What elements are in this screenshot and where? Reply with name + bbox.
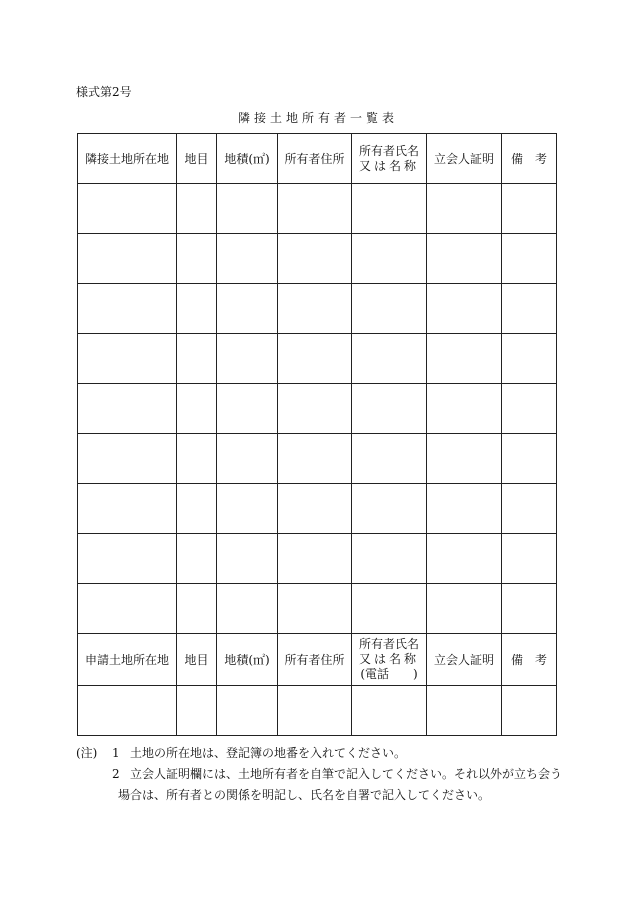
- adjacent-witness-cell[interactable]: [427, 434, 502, 484]
- adjacent-witness-cell[interactable]: [427, 584, 502, 634]
- header-applicant-owner-name-line2: 又は名称: [358, 652, 419, 666]
- notes: [76, 743, 566, 806]
- adjacent-location-cell[interactable]: [78, 284, 177, 334]
- adjacent-row: [78, 384, 557, 434]
- adjacent-owner-name-cell[interactable]: [352, 434, 427, 484]
- adjacent-location-cell[interactable]: [78, 434, 177, 484]
- header-applicant-land-category: 地目: [177, 634, 217, 686]
- adjacent-area-cell[interactable]: [217, 384, 278, 434]
- adjacent-owner-address-cell[interactable]: [278, 434, 352, 484]
- header-applicant-phone: (電話 ): [360, 667, 418, 681]
- adjacent-location-cell[interactable]: [78, 184, 177, 234]
- adjacent-owner-name-cell[interactable]: [352, 584, 427, 634]
- adjacent-area-cell[interactable]: [217, 284, 278, 334]
- document-title: 隣接土地所有者一覧表: [237, 111, 398, 125]
- adjacent-row: [78, 584, 557, 634]
- adjacent-location-cell[interactable]: [78, 334, 177, 384]
- adjacent-row: [78, 284, 557, 334]
- applicant-area-cell[interactable]: [217, 686, 278, 736]
- note-text: 土地の所在地は、登記簿の地番を入れてください。: [130, 746, 407, 760]
- note-continuation-text: 場合は、所有者との関係を明記し、氏名を自署で記入してください。: [118, 788, 491, 802]
- header-applicant-witness: 立会人証明: [427, 634, 502, 686]
- adjacent-row: [78, 484, 557, 534]
- note-number: 2: [112, 767, 120, 781]
- applicant-header-row: [78, 634, 557, 686]
- header-owner-name-line2: 又は名称: [358, 158, 419, 173]
- adjacent-owner-name-cell[interactable]: [352, 334, 427, 384]
- adjacent-remarks-cell[interactable]: [502, 484, 557, 534]
- adjacent-land-category-cell[interactable]: [177, 384, 217, 434]
- adjacent-remarks-cell[interactable]: [502, 534, 557, 584]
- adjacent-remarks-cell[interactable]: [502, 384, 557, 434]
- adjacent-owner-name-cell[interactable]: [352, 284, 427, 334]
- adjacent-witness-cell[interactable]: [427, 484, 502, 534]
- applicant-remarks-cell[interactable]: [502, 686, 557, 736]
- applicant-row: [78, 686, 557, 736]
- notes-label: (注): [76, 746, 98, 760]
- adjacent-land-category-cell[interactable]: [177, 334, 217, 384]
- adjacent-area-cell[interactable]: [217, 584, 278, 634]
- adjacent-owner-address-cell[interactable]: [278, 534, 352, 584]
- adjacent-owners-table: [77, 133, 557, 736]
- adjacent-witness-cell[interactable]: [427, 184, 502, 234]
- adjacent-owner-address-cell[interactable]: [278, 234, 352, 284]
- adjacent-row: [78, 534, 557, 584]
- note-text: 立会人証明欄には、土地所有者を自筆で記入してください。それ以外が立ち会う: [130, 767, 563, 781]
- header-remarks: 備 考: [502, 134, 557, 184]
- adjacent-area-cell[interactable]: [217, 234, 278, 284]
- adjacent-witness-cell[interactable]: [427, 534, 502, 584]
- adjacent-area-cell[interactable]: [217, 484, 278, 534]
- applicant-location-cell[interactable]: [78, 686, 177, 736]
- adjacent-owner-address-cell[interactable]: [278, 584, 352, 634]
- adjacent-location-cell[interactable]: [78, 384, 177, 434]
- adjacent-owner-address-cell[interactable]: [278, 284, 352, 334]
- header-witness: 立会人証明: [427, 134, 502, 184]
- header-owner-address: 所有者住所: [278, 134, 352, 184]
- adjacent-owner-address-cell[interactable]: [278, 484, 352, 534]
- note-1: [76, 743, 566, 764]
- adjacent-owner-address-cell[interactable]: [278, 334, 352, 384]
- adjacent-land-category-cell[interactable]: [177, 484, 217, 534]
- form-number: 様式第2号: [76, 85, 132, 99]
- applicant-land-category-cell[interactable]: [177, 686, 217, 736]
- header-adjacent-location: 隣接土地所在地: [78, 134, 177, 184]
- adjacent-owner-name-cell[interactable]: [352, 384, 427, 434]
- applicant-owner-name-cell[interactable]: [352, 686, 427, 736]
- adjacent-owner-address-cell[interactable]: [278, 184, 352, 234]
- adjacent-owner-name-cell[interactable]: [352, 234, 427, 284]
- adjacent-owner-address-cell[interactable]: [278, 384, 352, 434]
- adjacent-land-category-cell[interactable]: [177, 284, 217, 334]
- adjacent-remarks-cell[interactable]: [502, 284, 557, 334]
- applicant-owner-address-cell[interactable]: [278, 686, 352, 736]
- adjacent-remarks-cell[interactable]: [502, 334, 557, 384]
- header-applicant-location: 申請土地所在地: [78, 634, 177, 686]
- adjacent-row: [78, 184, 557, 234]
- adjacent-owner-name-cell[interactable]: [352, 534, 427, 584]
- note-2-continuation: [76, 785, 566, 806]
- adjacent-land-category-cell[interactable]: [177, 584, 217, 634]
- header-applicant-owner-name: [352, 634, 427, 686]
- header-applicant-owner-name-line1: 所有者氏名: [358, 637, 419, 651]
- header-area: 地積(㎡): [217, 134, 278, 184]
- adjacent-remarks-cell[interactable]: [502, 434, 557, 484]
- note-2: [76, 764, 566, 785]
- adjacent-remarks-cell[interactable]: [502, 584, 557, 634]
- applicant-witness-cell[interactable]: [427, 686, 502, 736]
- adjacent-witness-cell[interactable]: [427, 334, 502, 384]
- adjacent-witness-cell[interactable]: [427, 234, 502, 284]
- adjacent-witness-cell[interactable]: [427, 384, 502, 434]
- header-applicant-area: 地積(㎡): [217, 634, 278, 686]
- adjacent-row: [78, 434, 557, 484]
- adjacent-land-category-cell[interactable]: [177, 534, 217, 584]
- adjacent-row: [78, 234, 557, 284]
- adjacent-witness-cell[interactable]: [427, 284, 502, 334]
- adjacent-header-row: [78, 134, 557, 184]
- adjacent-area-cell[interactable]: [217, 334, 278, 384]
- adjacent-remarks-cell[interactable]: [502, 184, 557, 234]
- adjacent-owner-name-cell[interactable]: [352, 484, 427, 534]
- adjacent-owner-name-cell[interactable]: [352, 184, 427, 234]
- adjacent-row: [78, 334, 557, 384]
- header-applicant-owner-address: 所有者住所: [278, 634, 352, 686]
- header-land-category: 地目: [177, 134, 217, 184]
- adjacent-area-cell[interactable]: [217, 534, 278, 584]
- adjacent-area-cell[interactable]: [217, 434, 278, 484]
- adjacent-land-category-cell[interactable]: [177, 184, 217, 234]
- adjacent-land-category-cell[interactable]: [177, 234, 217, 284]
- adjacent-location-cell[interactable]: [78, 534, 177, 584]
- header-applicant-remarks: 備 考: [502, 634, 557, 686]
- header-owner-name-line1: 所有者氏名: [358, 143, 419, 158]
- adjacent-location-cell[interactable]: [78, 234, 177, 284]
- adjacent-land-category-cell[interactable]: [177, 434, 217, 484]
- adjacent-location-cell[interactable]: [78, 484, 177, 534]
- adjacent-location-cell[interactable]: [78, 584, 177, 634]
- adjacent-area-cell[interactable]: [217, 184, 278, 234]
- adjacent-remarks-cell[interactable]: [502, 234, 557, 284]
- header-owner-name: [352, 134, 427, 184]
- note-number: 1: [112, 746, 120, 760]
